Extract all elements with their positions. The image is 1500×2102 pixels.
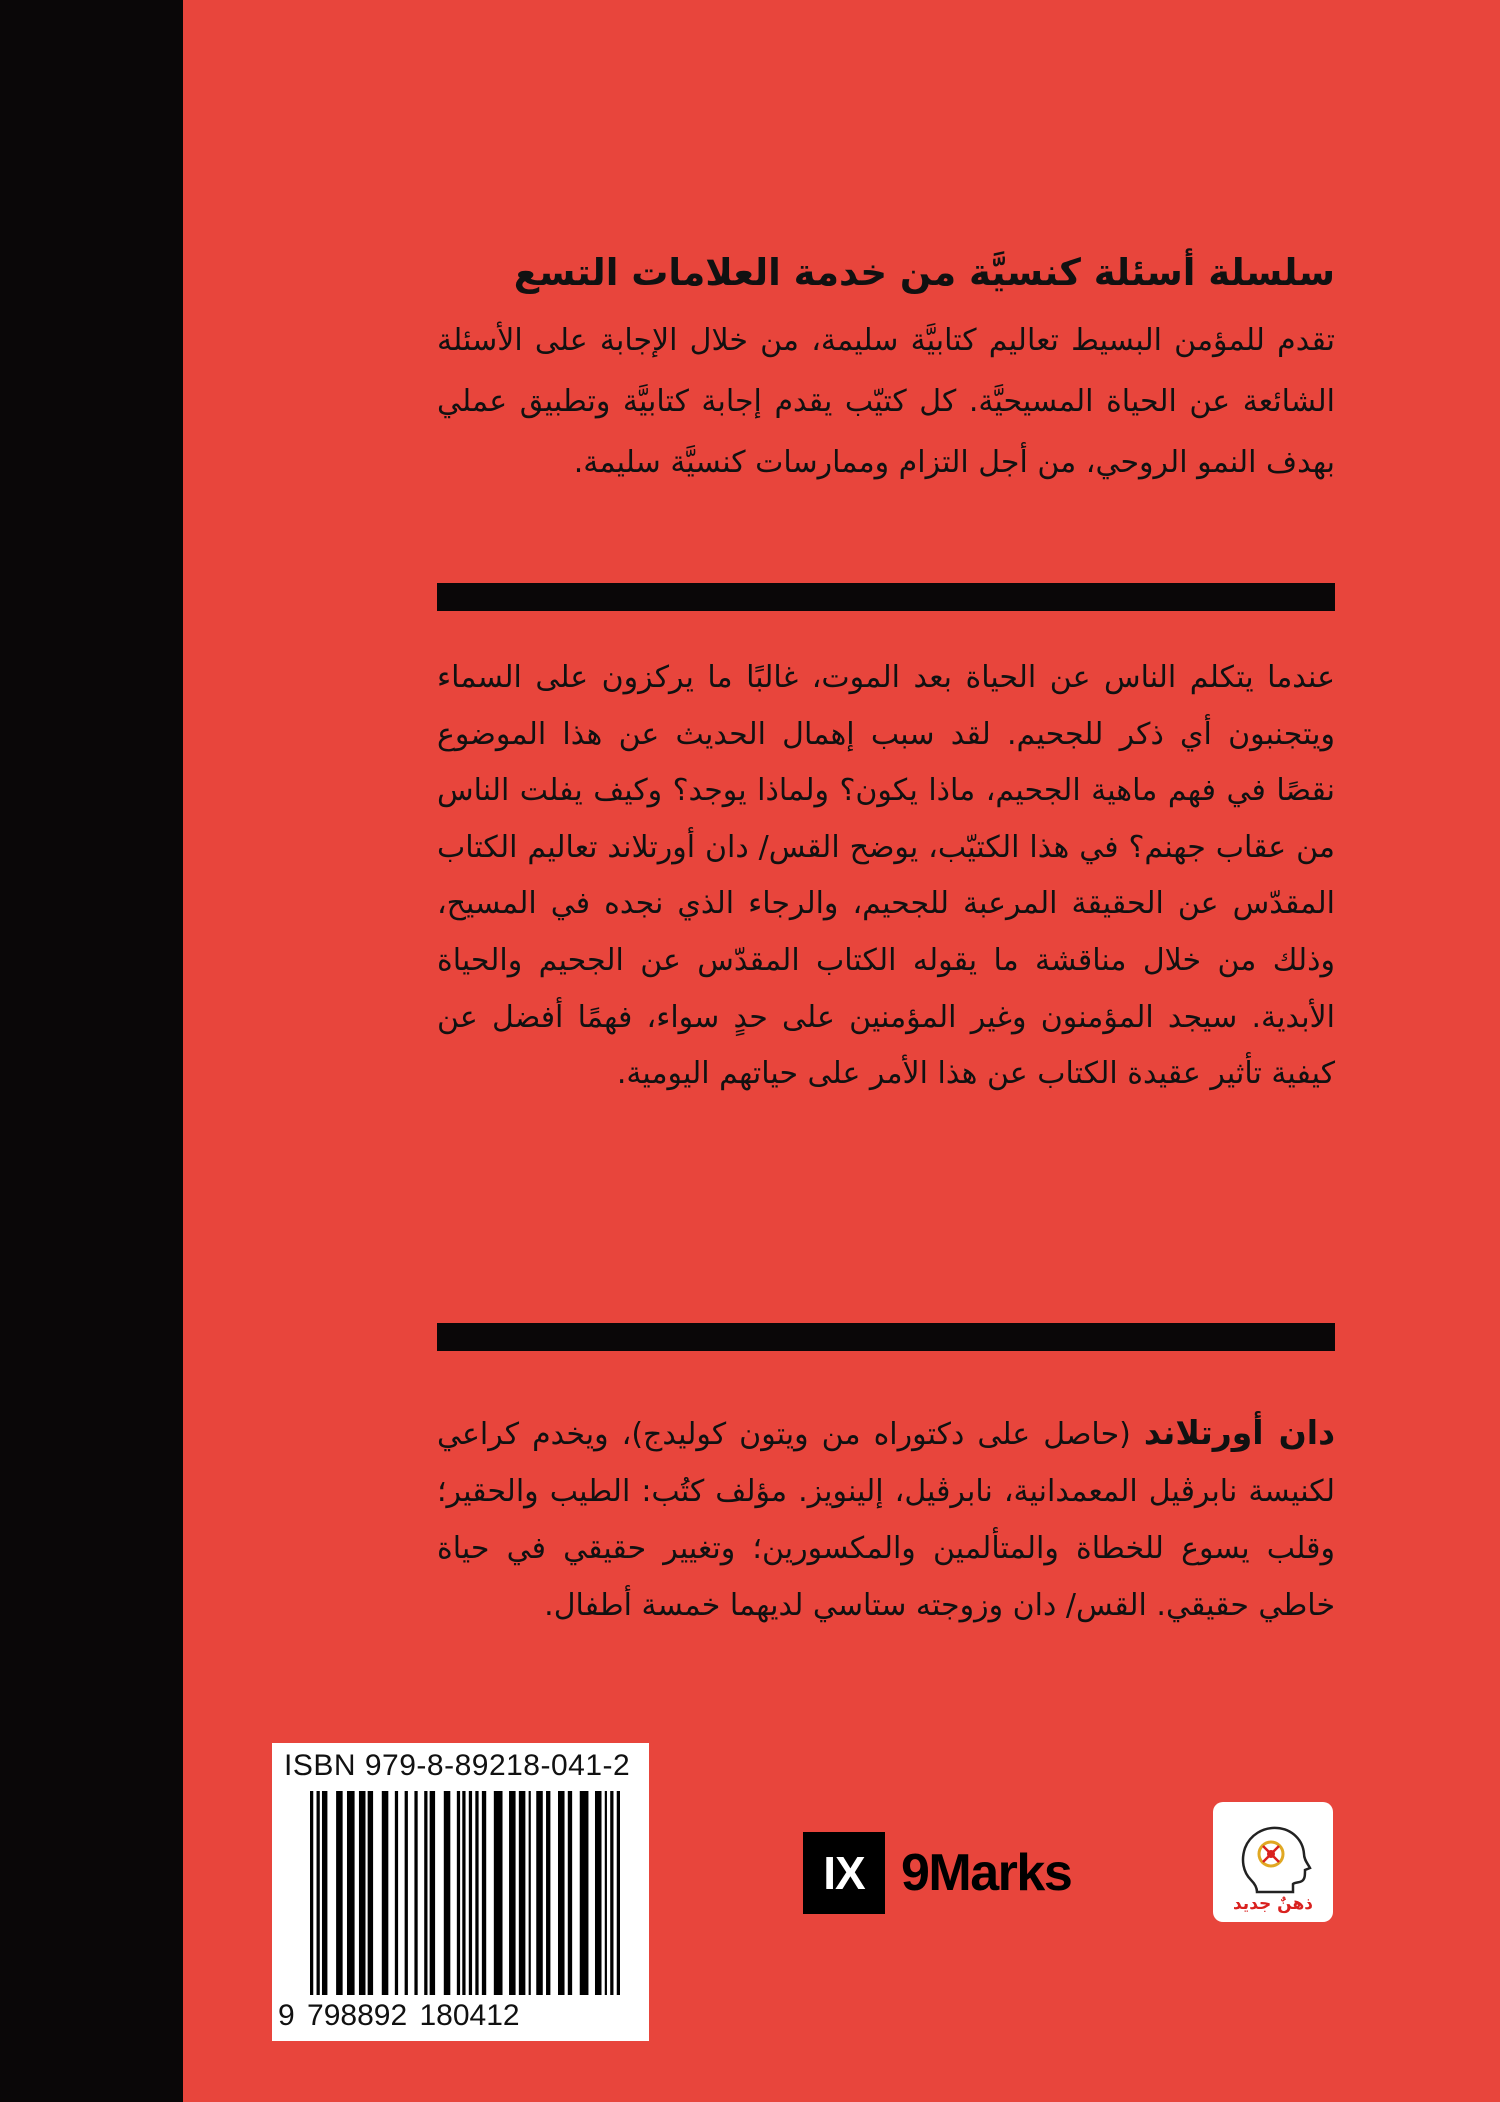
barcode-bar	[414, 1791, 417, 1995]
barcode-bar	[424, 1791, 427, 1995]
barcode-bar	[509, 1791, 516, 1995]
barcode-bar	[610, 1791, 613, 1995]
barcode-bar	[430, 1791, 435, 1995]
author-bio-block	[437, 1404, 1335, 1634]
barcode-bar	[444, 1791, 451, 1995]
divider-bar	[437, 1323, 1335, 1351]
publisher-logo	[1213, 1802, 1333, 1922]
barcode-bar	[546, 1791, 550, 1995]
book-description: عندما يتكلم الناس عن الحياة بعد الموت، غالبًا ما يركزون على السماء ويتجنبون أي ذكر للجحيم. لقد سبب إهمال الحديث عن هذا الموضوع نقصًا في فهم ماهية الجحيم، ماذا يكون؟ ولماذا يوجد؟ وكيف يفلت الناس من عقاب جهنم؟ في هذا الكتيّب، يوضح القس/ دان أورتلاند تعاليم الكتاب المقدّس عن الحقيقة المرعبة للجحيم، والرجاء الذي نجده في المسيح، وذلك من خلال مناقشة ما يقوله الكتاب المقدّس عن الجحيم والحياة الأبدية. سيجد المؤمنون وغير المؤمنين على حدٍ سواء، فهمًا أفضل عن كيفية تأثير عقيدة الكتاب عن هذا الأمر على حياتهم اليومية.	[437, 660, 1335, 1092]
series-title: سلسلة أسئلة كنسيَّة من خدمة العلامات التسع	[513, 251, 1335, 294]
barcode-bar	[322, 1791, 327, 1995]
author-bio: (حاصل على دكتوراه من ويتون كوليدج)، ويخدم كراعي لكنيسة نابرڤيل المعمدانية، نابرڤيل، إلينويز. مؤلف كتُب: الطيب والحقير؛ وقلب يسوع للخطاة والمتألمين والمكسورين؛ وتغيير حقيقي في حياة خاطي حقيقي. القس/ دان وزوجته ستاسي لديهما خمسة أطفال.	[437, 1417, 1335, 1623]
divider-bar	[437, 583, 1335, 611]
barcode-bar	[617, 1791, 620, 1995]
barcode-bar	[347, 1791, 355, 1995]
barcode-bar	[317, 1791, 320, 1995]
ninemarks-ix-mark: IX	[803, 1832, 885, 1914]
barcode-bar	[494, 1791, 503, 1995]
ninemarks-wordmark: 9Marks	[901, 1844, 1072, 1902]
barcode-bar	[580, 1791, 589, 1995]
barcode-bar	[336, 1791, 343, 1995]
isbn-label: ISBN 979-8-89218-041-2	[284, 1749, 631, 1782]
barcode-bar	[395, 1791, 398, 1995]
barcode-bar	[568, 1791, 572, 1995]
barcode-bar	[462, 1791, 465, 1995]
publisher-name: ذهنٌ جديد	[1232, 1894, 1313, 1914]
barcode-bar	[475, 1791, 478, 1995]
book-spine	[0, 0, 183, 2102]
barcode-bar	[368, 1791, 373, 1995]
series-description: تقدم للمؤمن البسيط تعاليم كتابيَّة سليمة، من خلال الإجابة على الأسئلة الشائعة عن الحياة المسيحيَّة. كل كتيّب يقدم إجابة كتابيَّة وتطبيق عملي بهدف النمو الروحي، من أجل التزام وممارسات كنسيَّة سليمة.	[437, 323, 1335, 480]
barcode-bar	[310, 1791, 313, 1995]
barcode-digits: 9 798892 180412	[278, 1999, 520, 2032]
barcode-bar	[519, 1791, 526, 1995]
barcode-bar	[469, 1791, 472, 1995]
barcode-bars	[310, 1791, 620, 1995]
barcode-bar	[482, 1791, 486, 1995]
barcode-bar	[405, 1791, 408, 1995]
barcode-bar	[529, 1791, 531, 1995]
barcode-bar	[457, 1791, 460, 1995]
ninemarks-logo	[803, 1832, 1071, 1914]
barcode-bar	[382, 1791, 389, 1995]
barcode-bar	[558, 1791, 565, 1995]
barcode-bar	[359, 1791, 366, 1995]
barcode-bar	[536, 1791, 543, 1995]
author-name: دان أورتلاند	[1143, 1413, 1335, 1452]
barcode-bar	[605, 1791, 607, 1995]
barcode-bar	[595, 1791, 602, 1995]
isbn-barcode	[272, 1743, 649, 2041]
